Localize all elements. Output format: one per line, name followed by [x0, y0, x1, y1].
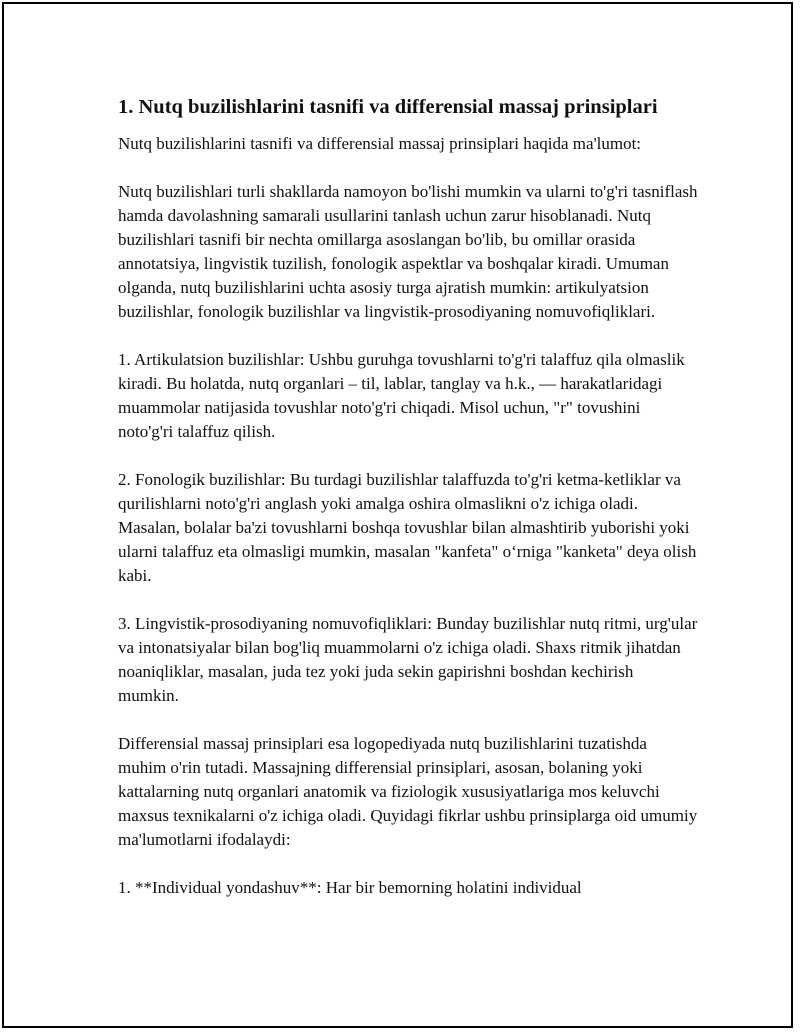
paragraph-individual-approach: 1. **Individual yondashuv**: Har bir bemorning holatini individual: [118, 878, 582, 897]
document-title: 1. Nutq buzilishlarini tasnifi va differensial massaj prinsiplari: [118, 96, 658, 118]
paragraph-classification: Nutq buzilishlari turli shakllarda namoyon bo'lishi mumkin va ularni to'g'ri tasniflash hamda davolashning samarali usullarini tanlash uchun zarur hisoblanadi. Nutq buzilishlari tasnifi bir nechta omillarga asoslangan bo'lib, bu omillar orasida annotatsiya, lingvistik tuzilish, fonologik aspektlar va boshqalar kiradi. Umuman olganda, nutq buzilishlarini uchta asosiy turga ajratish mumkin: artikulyatsion buzilishlar, fonologik buzilishlar va lingvistik-prosodiyaning nomuvofiqliklari.: [118, 182, 698, 321]
paragraph-articulation: 1. Artikulatsion buzilishlar: Ushbu guruhga tovushlarni to'g'ri talaffuz qila olmaslik kiradi. Bu holatda, nutq organlari – til, lablar, tanglay va h.k., — harakatlaridagi muammolar natijasida tovushlar noto'g'ri chiqadi. Misol uchun, "r" tovushini noto'g'ri talaffuz qilish.: [118, 350, 685, 441]
paragraph-massage-principles: Differensial massaj prinsiplari esa logopediyada nutq buzilishlarini tuzatishda muhim o'rin tutadi. Massajning differensial prinsiplari, asosan, bolaning yoki kattalarning nutq organlari anatomik va fiziologik xususiyatlariga mos keluvchi maxsus texnikalarni o'z ichiga oladi. Quyidagi fikrlar ushbu prinsiplarga oid umumiy ma'lumotlarni ifodalaydi:: [118, 734, 698, 849]
paragraph-phonological: 2. Fonologik buzilishlar: Bu turdagi buzilishlar talaffuzda to'g'ri ketma-ketliklar va qurilishlarni noto'g'ri anglash yoki amalga oshira olmaslikni o'z ichiga oladi. Masalan, bolalar ba'zi tovushlarni boshqa tovushlar bilan almashtirib yuborishi yoki ularni talaffuz eta olmasligi mumkin, masalan "kanfeta" o‘rniga "kanketa" deya olish kabi.: [118, 470, 697, 585]
document-body: [118, 95, 698, 900]
paragraph-prosodic: 3. Lingvistik-prosodiyaning nomuvofiqliklari: Bunday buzilishlar nutq ritmi, urg'ular va intonatsiyalar bilan bog'liq muammolarni o'z ichiga oladi. Shaxs ritmik jihatdan noaniqliklar, masalan, juda tez yoki juda sekin gapirishni boshdan kechirish mumkin.: [118, 614, 698, 705]
paragraph-intro: Nutq buzilishlarini tasnifi va differensial massaj prinsiplari haqida ma'lumot:: [118, 134, 642, 153]
